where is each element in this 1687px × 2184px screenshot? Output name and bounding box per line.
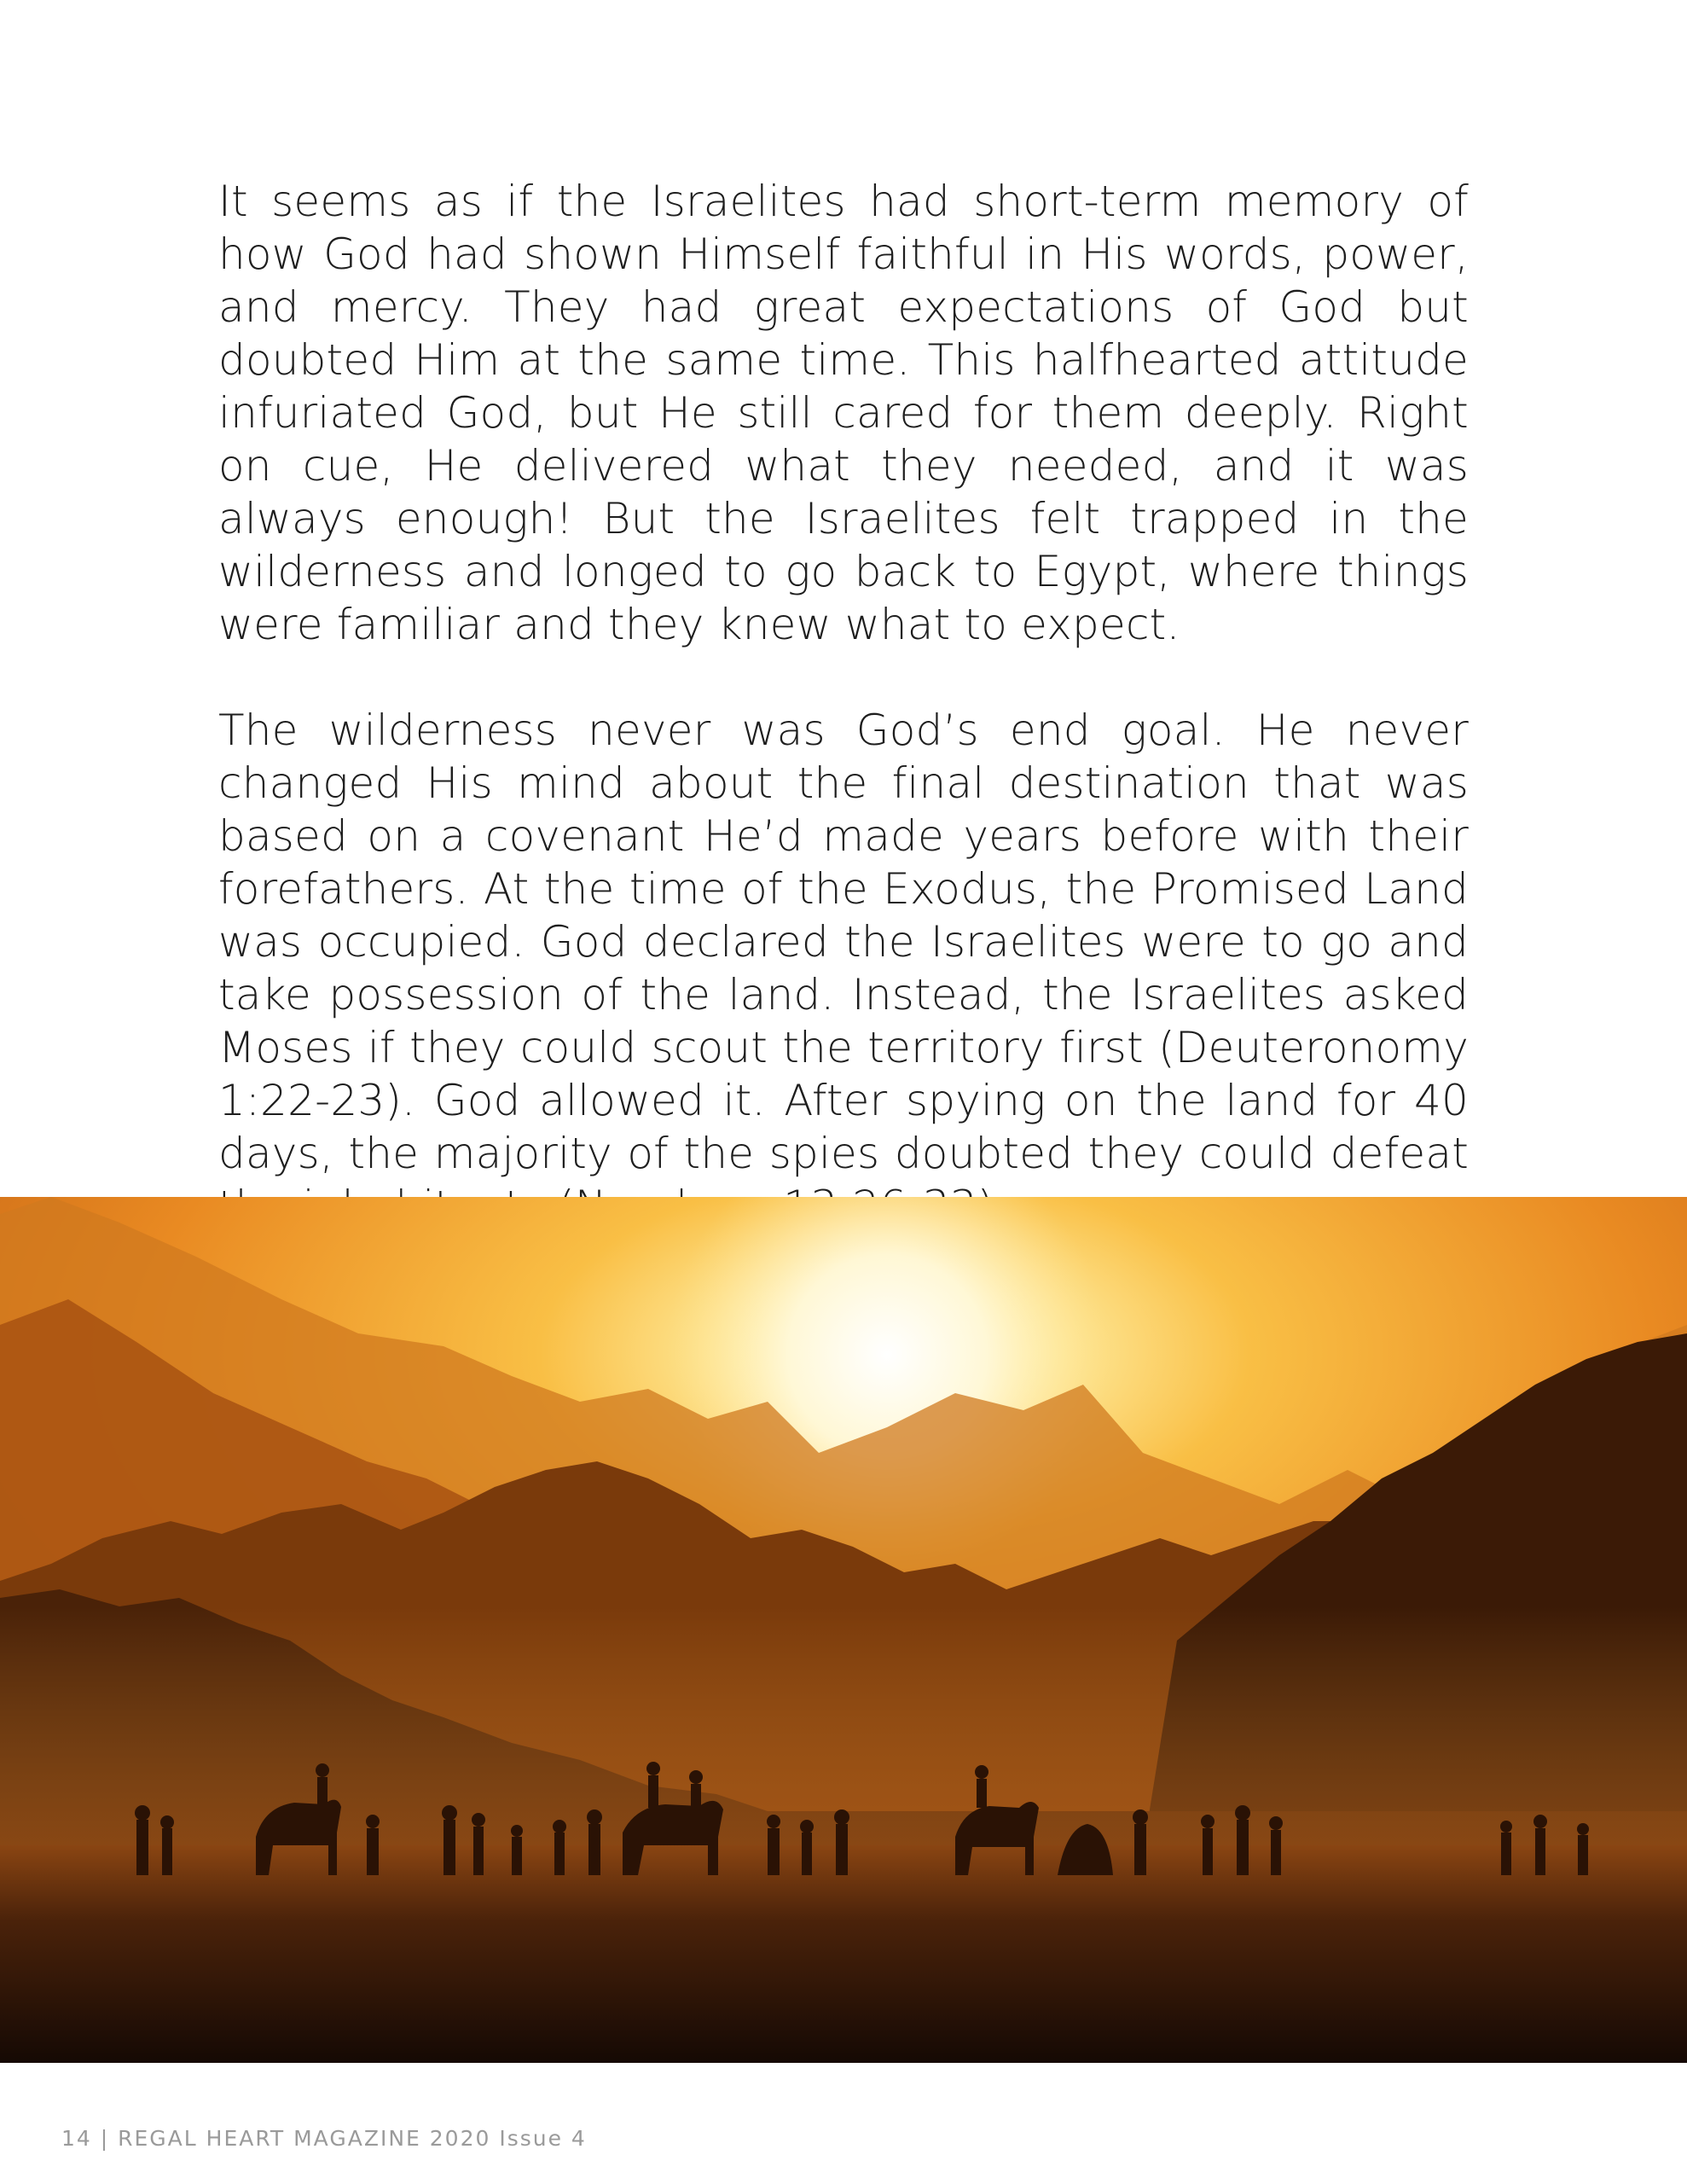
desert-sunset-photo <box>0 1197 1687 2063</box>
page-footer: 14 | REGAL HEART MAGAZINE 2020 Issue 4 <box>61 2126 587 2151</box>
article-paragraph-2: The wilderness never was God’s end goal. He never changed His mind about the final destination that was based on a covenant He’d made years before with their forefathers. At the time of the Exodus, the Promised Land was occupied. God declared the Israelites were to go and take possession of the land. Instead, the Israelites asked Moses if they could scout the territory first (Deuteronomy 1:22-23). God allowed it. After spying on the land for 40 days, the majority of the spies doubted they could defeat <box>218 706 1469 1178</box>
article-body <box>218 175 1469 1286</box>
article-paragraph-1: It seems as if the Israelites had short-term memory of how God had shown Himself faithful in His words, power, and mercy. They had great expectations of God but doubted Him at the same time. This halfhearted attitude infuriated God, but He still cared for them deeply. Right on cue, He delivered what they needed, and it was always enough! But the Israelites felt trapped in the wilderness and longed to go back to Egypt, where things were familiar and they knew what to expect. <box>218 177 1469 649</box>
ground <box>0 1845 1687 2063</box>
